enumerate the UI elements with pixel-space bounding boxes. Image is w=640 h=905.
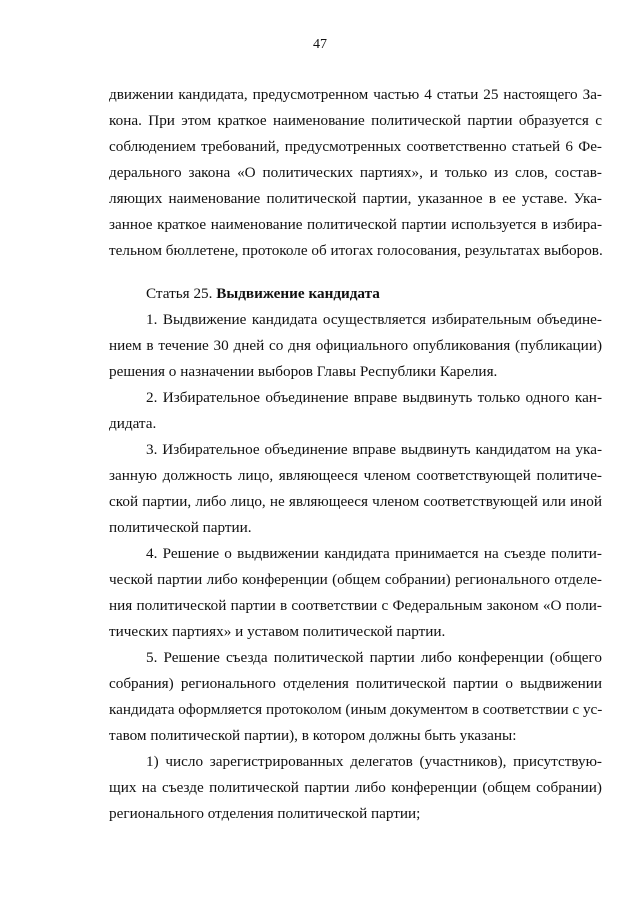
text-line: 1) число зарегистрированных делегатов (участников), присутствую- [146,753,602,770]
article-prefix: Статья 25. [146,285,217,302]
text-line: ния политической партии в соответствии с Федеральным законом «О поли- [109,597,602,614]
text-line: 1. Выдвижение кандидата осуществляется избирательным объедине- [146,311,602,328]
text-line: дерального закона «О политических партиях», и только из слов, состав- [109,164,602,181]
text-line: 3. Избирательное объединение вправе выдвинуть кандидатом на ука- [146,441,602,458]
text-line: решения о назначении выборов Главы Республики Карелия. [109,363,498,380]
text-line: ческой партии либо конференции (общем собрании) регионального отделе- [109,571,602,588]
page-number: 47 [313,37,327,52]
text-line: соблюдением требований, предусмотренных соответственно статьей 6 Фе- [109,138,602,155]
text-line: ской партии, либо лицо, не являющееся членом соответствующей или иной [109,493,602,510]
text-line: нием в течение 30 дней со дня официального опубликования (публикации) [109,337,602,354]
text-line: дидата. [109,415,157,432]
article-heading [146,285,602,303]
text-line: регионального отделения политической партии; [109,805,421,822]
text-line: тельном бюллетене, протоколе об итогах голосования, результатах выборов. [109,242,603,259]
text-line: кона. При этом краткое наименование политической партии образуется с [109,112,602,129]
text-line: 4. Решение о выдвижении кандидата принимается на съезде полити- [146,545,602,562]
text-line: 5. Решение съезда политической партии либо конференции (общего [146,649,602,666]
text-line: занное краткое наименование политической партии используется в избира- [109,216,602,233]
text-line: ляющих наименование политической партии, указанное в ее уставе. Ука- [109,190,602,207]
text-line: щих на съезде политической партии либо конференции (общем собрании) [109,779,602,796]
text-line: собрания) регионального отделения политической партии о выдвижении [109,675,602,692]
text-line: политической партии. [109,519,252,536]
text-line: тических партиях» и уставом политической партии. [109,623,446,640]
text-line: тавом политической партии), в котором должны быть указаны: [109,727,517,744]
text-line: 2. Избирательное объединение вправе выдвинуть только одного кан- [146,389,602,406]
article-title: Выдвижение кандидата [216,285,380,302]
text-line: движении кандидата, предусмотренном частью 4 статьи 25 настоящего За- [109,86,602,103]
text-line: кандидата оформляется протоколом (иным документом в соответствии с ус- [109,701,603,718]
text-line: занную должность лицо, являющееся членом соответствующей политиче- [109,467,602,484]
